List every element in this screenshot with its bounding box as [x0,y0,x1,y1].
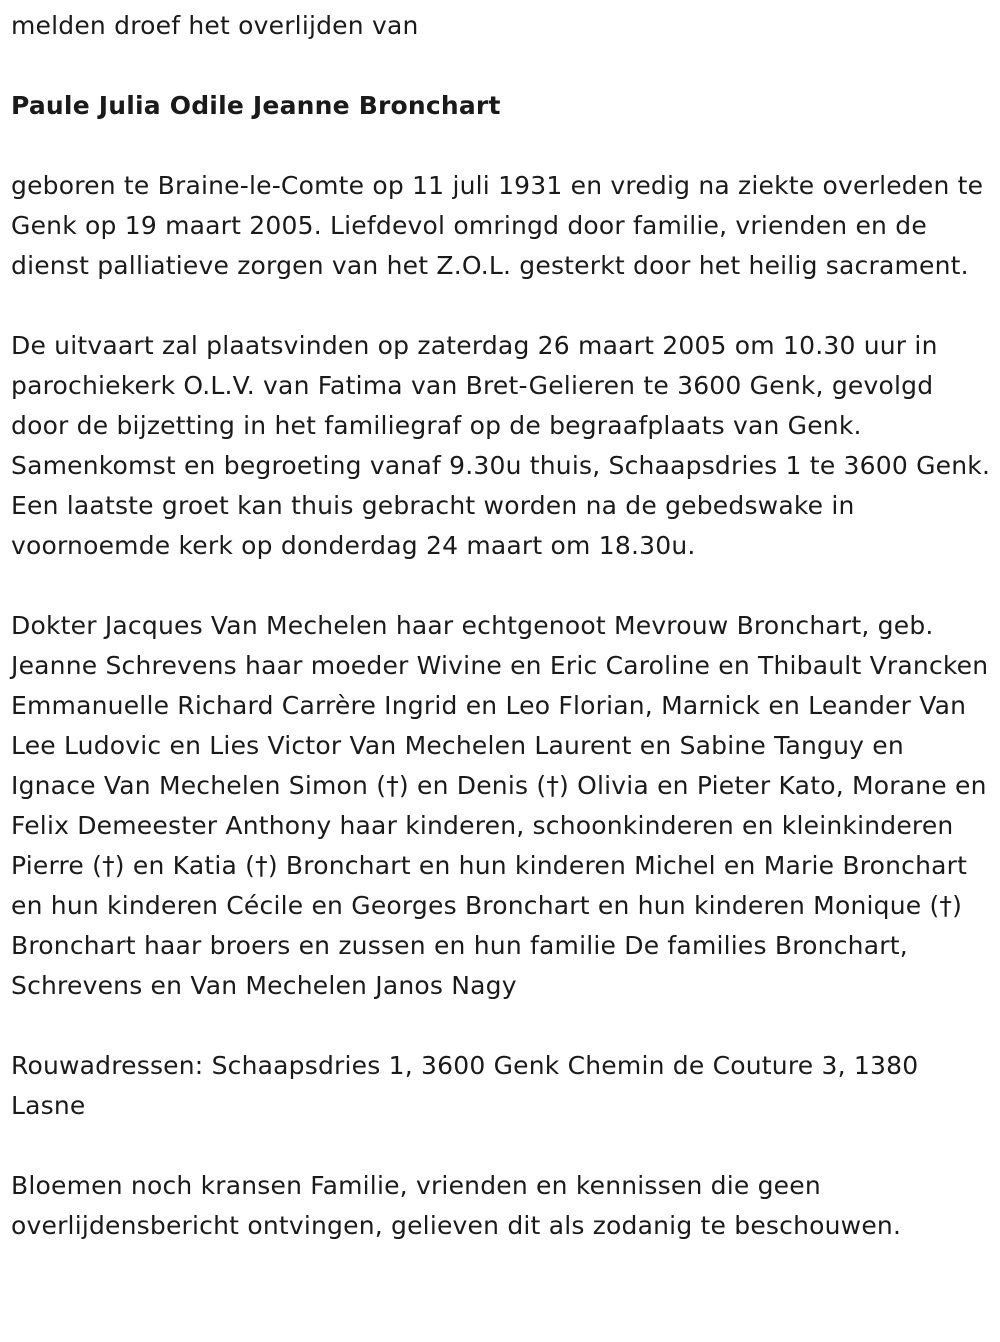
funeral-paragraph: De uitvaart zal plaatsvinden op zaterdag 26 maart 2005 om 10.30 uur in parochiekerk O.L.V. van Fatima van Bret-Gelieren te 3600 Genk, gevolgd door de bijzetting in het familiegraf op de begraafplaats van Genk. Samenkomst en begroeting vanaf 9.30u thuis, Schaapsdries 1 te 3600 Genk. Een laatste groet kan thuis gebracht worden na de gebedswake in voornoemde kerk op donderdag 24 maart om 18.30u. [11,331,991,560]
addresses-paragraph: Rouwadressen: Schaapsdries 1, 3600 Genk Chemin de Couture 3, 1380 Lasne [11,1051,919,1120]
intro-line: melden droef het overlijden van [11,11,419,40]
family-paragraph: Dokter Jacques Van Mechelen haar echtgenoot Mevrouw Bronchart, geb. Jeanne Schrevens haar moeder Wivine en Eric Caroline en Thibault Vrancken Emmanuelle Richard Carrère Ingrid en Leo Florian, Marnick en Leander Van Lee Ludovic en Lies Victor Van Mechelen Laurent en Sabine Tanguy en Ignace Van Mechelen Simon (†) en Denis (†) Olivia en Pieter Kato, Morane en Felix Demeester Anthony haar kinderen, schoonkinderen en kleinkinderen Pierre (†) en Katia (†) Bronchart en hun kinderen Michel en Marie Bronchart en hun kinderen Cécile en Georges Bronchart en hun kinderen Monique (†) Bronchart haar broers en zussen en hun familie De families Bronchart, Schrevens en Van Mechelen Janos Nagy [11,611,989,1000]
birth-death-paragraph: geboren te Braine-le-Comte op 11 juli 1931 en vredig na ziekte overleden te Genk op 19 maart 2005. Liefdevol omringd door familie, vrienden en de dienst palliatieve zorgen van het Z.O.L. gesterkt door het heilig sacrament. [11,171,984,280]
deceased-name: Paule Julia Odile Jeanne Bronchart [11,91,501,120]
obituary-text [11,6,991,1246]
closing-paragraph: Bloemen noch kransen Familie, vrienden en kennissen die geen overlijdensbericht ontvingen, gelieven dit als zodanig te beschouwen. [11,1171,902,1240]
